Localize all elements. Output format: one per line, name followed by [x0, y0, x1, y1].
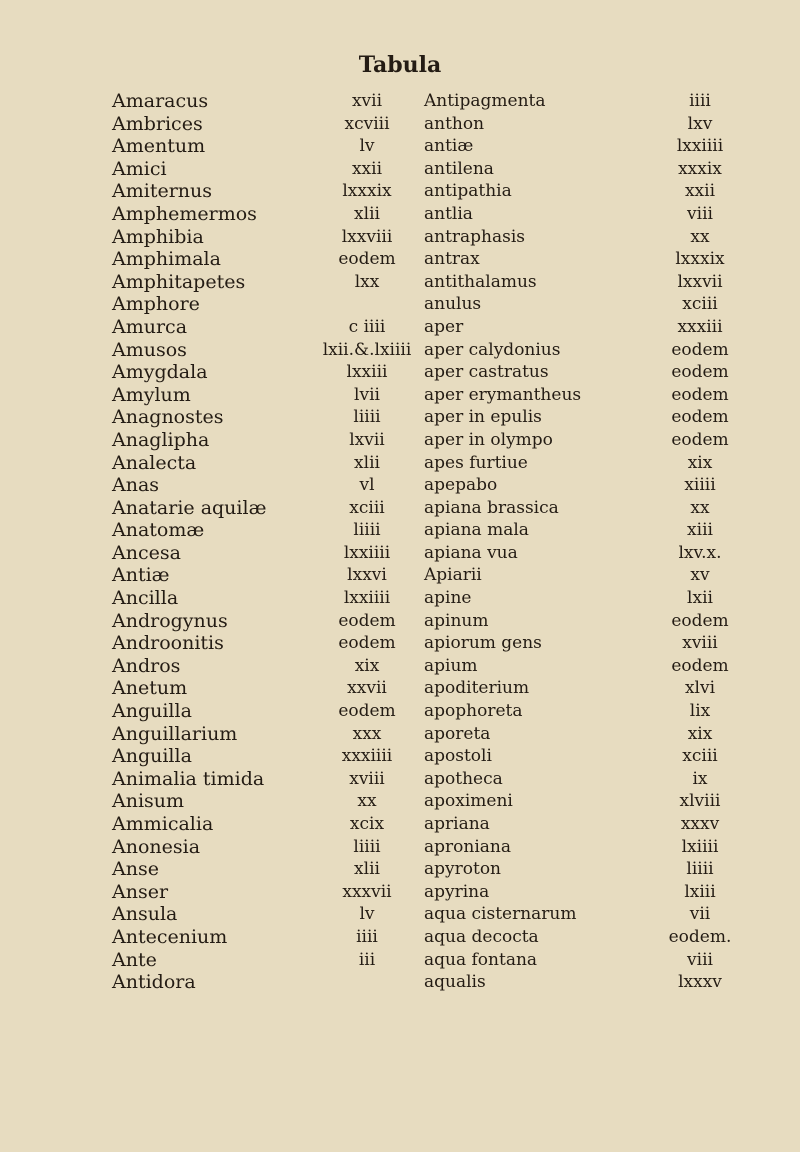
- index-entry: Anisum: [112, 790, 185, 813]
- index-entry: Amphemermos: [112, 202, 257, 225]
- index-entry: Anetum: [112, 677, 188, 700]
- index-entry: antlia: [424, 203, 473, 224]
- index-entry: Amentum: [112, 135, 206, 158]
- index-entry: apine: [424, 588, 472, 609]
- index-entry: liiii: [353, 836, 381, 857]
- index-entry: Amiternus: [112, 180, 213, 203]
- index-entry: eodem.: [668, 926, 732, 947]
- index-entry: lix: [689, 701, 711, 722]
- index-entry: vl: [359, 475, 375, 496]
- index-entry: aper calydonius: [424, 339, 561, 360]
- index-entry: aqua fontana: [424, 949, 538, 970]
- index-entry: eodem: [338, 610, 396, 631]
- index-entry: aper erymantheus: [424, 384, 582, 405]
- index-entry: xxxiii: [677, 316, 723, 337]
- index-entry: Ancilla: [112, 587, 179, 610]
- index-entry: Antipagmenta: [424, 91, 546, 111]
- index-entry: lxxviii: [341, 226, 393, 247]
- index-entry: apyroton: [424, 859, 501, 880]
- index-entry: lxii: [687, 588, 713, 609]
- index-entry: liiii: [686, 859, 714, 880]
- index-entry: Animalia timida: [112, 767, 265, 790]
- index-entry: eodem: [671, 407, 729, 428]
- index-entry: apriana: [424, 814, 490, 834]
- index-entry: eodem: [671, 384, 729, 405]
- index-entry: Andros: [112, 654, 181, 677]
- index-entry: apiorum gens: [424, 633, 542, 654]
- index-entry: xxx: [352, 723, 382, 744]
- index-entry: xx: [690, 497, 710, 518]
- index-entry: xxii: [684, 181, 716, 202]
- index-entry: iiii: [356, 926, 378, 947]
- index-entry: lxv.x.: [678, 542, 722, 563]
- index-entry: lxxvi: [347, 565, 387, 586]
- index-entry: Antidora: [112, 971, 196, 994]
- index-entry: antilena: [424, 158, 494, 179]
- page-ref-column-2: [640, 90, 760, 994]
- index-entry: xix: [354, 655, 380, 676]
- index-entry: antiæ: [424, 136, 474, 157]
- index-entry: Anatarie aquilæ: [112, 496, 267, 519]
- index-entry: xciii: [682, 746, 718, 767]
- index-entry: Antecenium: [112, 925, 228, 948]
- index-entry: lxv: [687, 113, 713, 134]
- index-entry: xiii: [687, 520, 713, 541]
- index-entry: eodem: [338, 249, 396, 270]
- index-entry: xciii: [349, 497, 385, 518]
- index-entry: Androonitis: [112, 632, 224, 655]
- index-entry: apiana vua: [424, 542, 518, 563]
- index-entry: aqua cisternarum: [424, 904, 577, 925]
- index-entry: lxxiiii: [343, 542, 391, 563]
- index-entry: iiii: [689, 91, 711, 111]
- index-entry: antraphasis: [424, 226, 526, 247]
- index-entry: xxxix: [678, 158, 722, 179]
- index-entry: Amurca: [112, 315, 188, 338]
- index-entry: eodem: [671, 429, 729, 450]
- index-entry: Analecta: [112, 451, 197, 474]
- index-entry: xix: [687, 723, 713, 744]
- index-entry: liiii: [353, 520, 381, 541]
- index-entry: Androgynus: [112, 609, 228, 632]
- index-entry: xxxvii: [342, 881, 392, 902]
- index-entry: liiii: [353, 407, 381, 428]
- index-entry: apepabo: [424, 475, 498, 496]
- index-entry: apes furtiue: [424, 452, 528, 473]
- index-entry: Amaracus: [112, 90, 209, 112]
- index-entry: Ante: [112, 948, 157, 971]
- index-entry: apyrina: [424, 881, 490, 902]
- index-entry: Amylum: [112, 383, 191, 406]
- index-entry: xlviii: [679, 791, 721, 812]
- index-entry: Ansula: [112, 903, 178, 926]
- index-entry: Amphibia: [112, 225, 204, 248]
- index-entry: c iiii: [348, 316, 386, 337]
- index-entry: xxii: [351, 158, 383, 179]
- index-entry: [322, 293, 412, 316]
- index-entry: Ammicalia: [112, 813, 214, 835]
- index-entry: lxvii: [349, 429, 385, 450]
- index-entry: anthon: [424, 113, 485, 134]
- index-entry: lxxiiii: [343, 588, 391, 609]
- index-entry: lxxxv: [678, 972, 722, 993]
- index-entry: apiana brassica: [424, 497, 559, 518]
- index-entry: lxxiiii: [676, 136, 724, 157]
- index-entry: Anonesia: [112, 835, 201, 858]
- index-entry: Anguilla: [112, 700, 192, 723]
- index-entry: apiana mala: [424, 520, 529, 541]
- index-entry: xxxiiii: [341, 746, 393, 767]
- index-entry: lxiii: [684, 881, 716, 902]
- index-entry: eodem: [671, 610, 729, 631]
- index-entry: lxiiii: [681, 836, 719, 857]
- index-entry: apotheca: [424, 768, 503, 789]
- index-entry: xlii: [354, 452, 380, 473]
- index-entry: xiiii: [684, 475, 716, 496]
- index-entry: aporeta: [424, 723, 491, 744]
- index-entry: Anagnostes: [112, 406, 224, 429]
- index-entry: antithalamus: [424, 271, 537, 292]
- index-entry: aper in olympo: [424, 429, 553, 450]
- index-entry: xviii: [682, 633, 718, 654]
- index-entry: xcviii: [344, 113, 390, 134]
- index-entry: Amygdala: [112, 361, 208, 384]
- index-entry: lv: [359, 136, 375, 157]
- index-entry: xlii: [354, 203, 380, 224]
- index-entry: Anaglipha: [112, 428, 210, 451]
- index-entry: Amphore: [112, 293, 200, 316]
- index-entry: Ancesa: [112, 541, 181, 564]
- page-header: Tabula: [358, 52, 442, 78]
- index-entry: apophoreta: [424, 701, 523, 722]
- index-entry: Ambrices: [112, 112, 203, 135]
- index-entry: eodem: [338, 701, 396, 722]
- index-entry: anulus: [424, 294, 482, 315]
- index-entry: apinum: [424, 610, 489, 631]
- index-entry: lxxxix: [342, 181, 392, 202]
- index-entry: eodem: [338, 633, 396, 654]
- index-entry: eodem: [671, 362, 729, 383]
- index-entry: apostoli: [424, 746, 492, 767]
- index-entry: viii: [687, 949, 713, 970]
- index-entry: aqua decocta: [424, 926, 539, 947]
- entry-column-2: [424, 90, 654, 994]
- index-entry: lv: [359, 904, 375, 925]
- index-entry: viii: [687, 203, 713, 224]
- index-entry: apoditerium: [424, 678, 530, 699]
- index-entry: Anguillarium: [112, 722, 238, 745]
- index-entry: xlvi: [684, 678, 716, 699]
- index-entry: Amphitapetes: [112, 270, 246, 293]
- index-entry: Amusos: [112, 338, 187, 361]
- index-entry: lxxiii: [346, 362, 388, 383]
- index-entry: lxii.&.lxiiii: [322, 339, 412, 360]
- index-entry: aqualis: [424, 972, 486, 993]
- index-entry: Apiarii: [424, 565, 482, 586]
- index-entry: eodem: [671, 655, 729, 676]
- index-entry: eodem: [671, 339, 729, 360]
- index-entry: xciii: [682, 294, 718, 315]
- index-entry: lxxxix: [675, 249, 725, 270]
- index-entry: lxxvii: [677, 271, 723, 292]
- index-entry: Anser: [112, 880, 169, 903]
- index-entry: xix: [687, 452, 713, 473]
- index-entry: apoximeni: [424, 791, 513, 812]
- index-entry: xxvii: [347, 678, 387, 699]
- index-entry: apium: [424, 655, 478, 676]
- index-entry: vii: [689, 904, 711, 925]
- index-entry: lvii: [354, 384, 380, 405]
- index-entry: xx: [690, 226, 710, 247]
- index-entry: aper in epulis: [424, 407, 542, 428]
- index-entry: ix: [692, 768, 708, 789]
- index-entry: xviii: [349, 768, 385, 789]
- index-entry: Anas: [112, 474, 160, 497]
- index-entry: aper: [424, 316, 464, 337]
- index-entry: antrax: [424, 249, 480, 270]
- index-entry: aper castratus: [424, 362, 549, 383]
- index-entry: xxxv: [680, 814, 720, 834]
- index-entry: xv: [690, 565, 710, 586]
- index-entry: antipathia: [424, 181, 512, 202]
- index-entry: iii: [358, 949, 376, 970]
- index-entry: xvii: [351, 91, 383, 111]
- index-entry: Amici: [112, 157, 167, 180]
- index-entry: Anguilla: [112, 745, 192, 768]
- index-entry: xx: [357, 791, 377, 812]
- page-ref-column-1: [322, 90, 412, 971]
- index-entry: Amphimala: [112, 248, 221, 271]
- index-entry: xlii: [354, 859, 380, 880]
- index-entry: aproniana: [424, 836, 511, 857]
- entry-column-1: [112, 90, 322, 994]
- index-entry: Antiæ: [112, 564, 170, 587]
- index-entry: Anse: [112, 858, 159, 881]
- index-entry: lxx: [354, 271, 380, 292]
- index-entry: Anatomæ: [112, 519, 205, 542]
- index-entry: xcix: [349, 814, 385, 834]
